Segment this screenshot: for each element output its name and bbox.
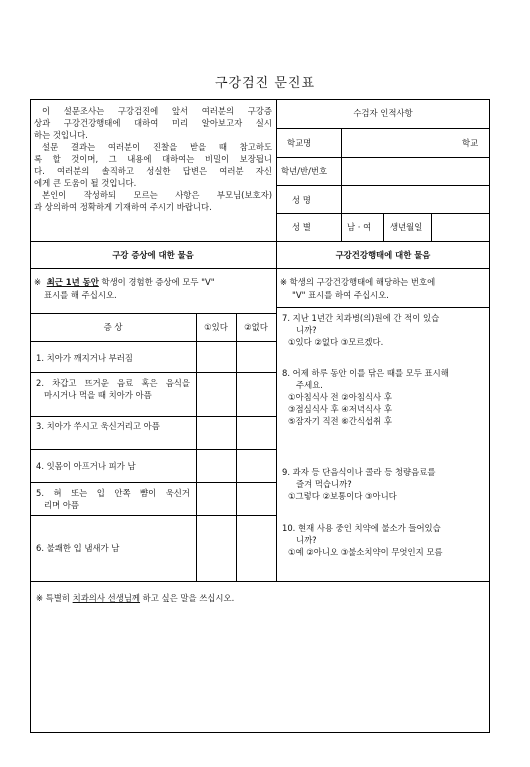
yes-cell[interactable]	[197, 417, 236, 449]
special-note	[36, 592, 234, 604]
answer-options[interactable]: ①있다 ②없다 ③모르겠다.	[288, 337, 384, 347]
note-emphasis: 최근 1년 동안	[46, 277, 99, 287]
school-suffix: 학교	[462, 138, 479, 148]
name-label: 성 명	[292, 195, 311, 205]
right-section-header: 구강건강행태에 대한 물음	[335, 250, 431, 260]
intro-line: 이 설문조사는 구강검진에 앞서 여러분의 구강증	[42, 106, 272, 116]
left-note	[34, 276, 215, 288]
intro-line: 하는 것입니다.	[34, 130, 88, 140]
no-cell[interactable]	[237, 516, 276, 581]
answer-options[interactable]: ③점심식사 후 ④저녁식사 후	[288, 404, 392, 414]
question-text: 주세요.	[296, 380, 323, 390]
no-cell[interactable]	[237, 373, 276, 416]
special-note-field[interactable]	[34, 608, 486, 728]
question-text: 즐겨 먹습니까?	[296, 479, 352, 489]
special-note-prefix: ※ 특별히	[36, 593, 73, 603]
note-star: ※	[34, 277, 42, 287]
symptom-line: 리며 아픔	[44, 500, 80, 510]
no-cell[interactable]	[237, 417, 276, 449]
sex-divider-1	[341, 213, 342, 241]
symptom-row	[36, 487, 190, 511]
question-7	[282, 312, 486, 348]
right-note-line2: "V" 표시를 하여 주십시오.	[292, 290, 389, 300]
no-column-header: ②없다	[244, 322, 268, 332]
intro-line: 록 할 것이며, 그 내용에 대하여는 비밀이 보장됩니	[34, 154, 272, 164]
question-text: 니까?	[296, 535, 317, 545]
question-text: 9. 과자 등 단음식이나 콜라 등 청량음료를	[282, 467, 436, 477]
left-section-header: 구강 증상에 대한 물음	[112, 250, 194, 260]
section-divider	[30, 581, 490, 582]
symptom-row	[36, 377, 190, 401]
question-text: 8. 어제 하루 동안 이를 닦은 때를 모두 표시해	[282, 368, 449, 378]
yes-cell[interactable]	[197, 516, 236, 581]
class-label: 학년/반/번호	[281, 166, 328, 176]
questions-top-rule	[276, 307, 490, 308]
symptom-row: 4. 잇몸이 아프거나 피가 남	[36, 461, 136, 471]
intro-line: 에게 큰 도움이 될 것입니다.	[34, 178, 137, 188]
no-cell[interactable]	[237, 450, 276, 482]
special-note-rest: 하고 싶은 말을 쓰십시오.	[140, 593, 235, 603]
class-field[interactable]	[342, 158, 489, 184]
symptom-table-top	[30, 313, 276, 314]
intro-line: 상과 구강건강행태에 대하여 미리 알아보고자 실시	[34, 118, 272, 128]
birth-field[interactable]	[432, 214, 489, 240]
symptom-column-header: 증 상	[103, 322, 123, 332]
question-text: 니까?	[296, 325, 317, 335]
left-note-line2: 표시를 해 주십시오.	[44, 290, 117, 300]
question-10	[282, 522, 486, 558]
answer-options[interactable]: ①아침식사 전 ②아침식사 후	[288, 392, 392, 402]
intro-line: 다. 여러분의 솔직하고 성실한 답변은 여러분 자신	[34, 166, 272, 176]
question-9	[282, 466, 486, 502]
answer-options[interactable]: ①예 ②아니오 ③불소치약이 무엇인지 모름	[288, 547, 443, 557]
school-field[interactable]	[342, 129, 457, 156]
page-title: 구강검진 문진표	[214, 76, 316, 91]
note-text: 학생이 경험한 증상에 모두 "V"	[98, 277, 215, 287]
name-field[interactable]	[342, 186, 489, 212]
symptom-line: 2. 차갑고 뜨거운 음료 혹은 음식을	[36, 378, 190, 388]
symptom-row: 6. 불쾌한 입 냄새가 남	[36, 543, 120, 553]
sex-divider-2	[383, 213, 384, 241]
intro-line: 본인이 작성하되 모르는 사항은 부모님(보호자)	[42, 190, 272, 200]
yes-cell[interactable]	[197, 373, 236, 416]
symptom-row: 1. 치아가 깨지거나 부러짐	[36, 353, 133, 363]
sex-options[interactable]: 남 · 여	[347, 222, 372, 232]
band-rule-bottom	[30, 268, 490, 269]
intro-line: 과 상의하여 정확하게 기재하여 주시기 바랍니다.	[34, 202, 212, 212]
symptom-line: 5. 혀 또는 입 안쪽 뺨이 욱신거	[36, 488, 190, 498]
info-header: 수검자 인적사항	[353, 108, 413, 118]
question-8	[282, 367, 486, 427]
symptom-row: 3. 치아가 쑤시고 욱신거리고 아픔	[36, 421, 160, 431]
intro-line: 설문 결과는 여러분이 진찰을 받을 때 참고하도	[42, 142, 272, 152]
question-text: 10. 현재 사용 중인 치약에 불소가 들어있습	[282, 523, 441, 533]
answer-options[interactable]: ⑤잠자기 직전 ⑥간식섭취 후	[288, 416, 392, 426]
yes-cell[interactable]	[197, 483, 236, 515]
no-cell[interactable]	[237, 483, 276, 515]
no-cell[interactable]	[237, 342, 276, 372]
answer-options[interactable]: ①그렇다 ②보통이다 ③아니다	[288, 491, 397, 501]
school-label: 학교명	[287, 138, 312, 148]
yes-column-header: ①있다	[204, 322, 228, 332]
question-text: 7. 지난 1년간 치과병(의)원에 간 적이 있습	[282, 313, 440, 323]
sex-label: 성 별	[292, 222, 311, 232]
yes-cell[interactable]	[197, 450, 236, 482]
middle-divider	[276, 99, 277, 581]
special-note-emphasis: 치과의사 선생님께	[72, 593, 141, 603]
right-note-line1: ※ 학생의 구강건강행태에 해당하는 번호에	[280, 277, 436, 287]
yes-cell[interactable]	[197, 342, 236, 372]
band-rule-top	[30, 241, 490, 242]
intro-text	[34, 105, 272, 213]
symptom-line: 마시거나 먹을 때 치아가 아픔	[44, 390, 152, 400]
birth-label: 생년월일	[390, 222, 423, 232]
